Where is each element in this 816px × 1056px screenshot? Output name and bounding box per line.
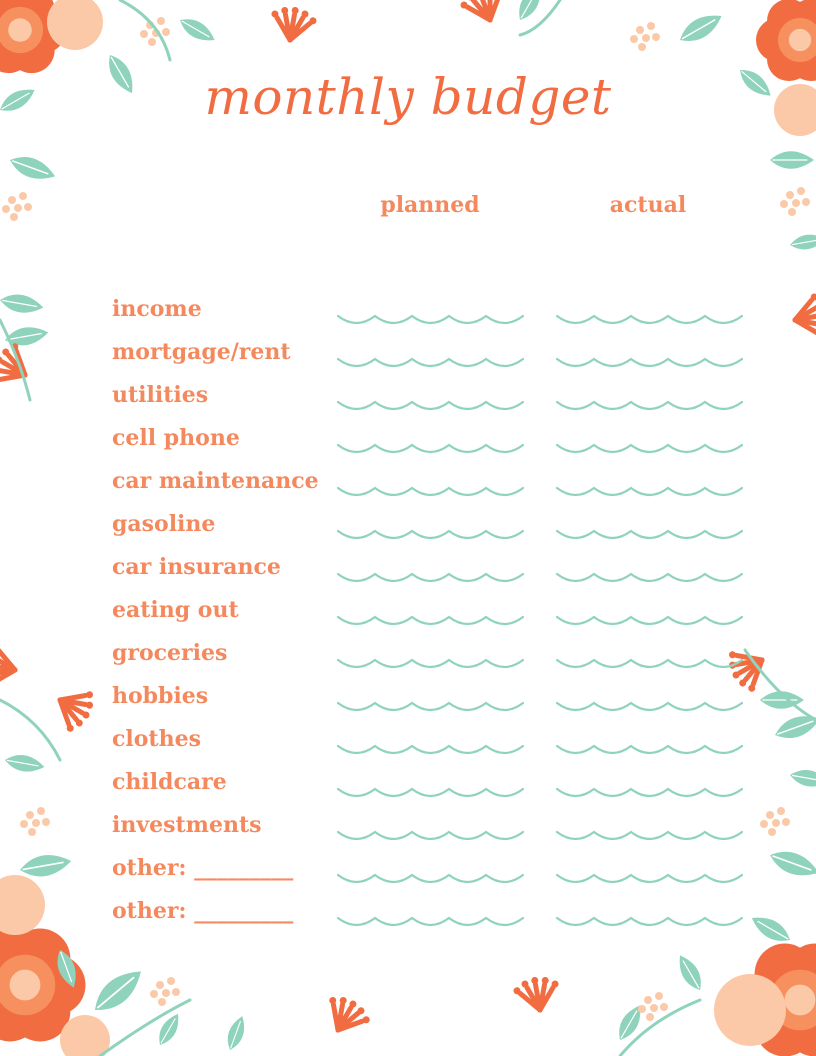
- leaf-icon: [223, 1014, 249, 1053]
- actual-entry-line[interactable]: [555, 656, 743, 672]
- budget-row: [0, 376, 816, 419]
- budget-row: [0, 290, 816, 333]
- planned-entry-line[interactable]: [336, 742, 524, 758]
- budget-row-label: investments: [112, 812, 262, 838]
- budget-row: [0, 591, 816, 634]
- actual-entry-line[interactable]: [555, 398, 743, 414]
- budget-row: [0, 333, 816, 376]
- leaf-icon: [675, 8, 726, 49]
- flower-icon: [268, 3, 319, 44]
- leaf-icon: [673, 951, 707, 994]
- budget-row-label: other: _________: [112, 898, 294, 924]
- leaf-icon: [770, 151, 814, 169]
- flower-bud-icon: [714, 974, 786, 1046]
- leaf-icon: [176, 13, 219, 47]
- actual-entry-line[interactable]: [555, 484, 743, 500]
- stem-line: [120, 0, 170, 60]
- budget-row: [0, 720, 816, 763]
- planned-entry-line[interactable]: [336, 484, 524, 500]
- planned-entry-line[interactable]: [336, 871, 524, 887]
- planned-column-header: planned: [380, 192, 480, 218]
- budget-row: [0, 892, 816, 935]
- budget-row-label: car maintenance: [112, 468, 319, 494]
- planned-entry-line[interactable]: [336, 656, 524, 672]
- page-title: monthly budget: [204, 68, 612, 126]
- budget-row: [0, 806, 816, 849]
- flower-icon: [318, 990, 374, 1042]
- actual-entry-line[interactable]: [555, 828, 743, 844]
- budget-row-label: utilities: [112, 382, 209, 408]
- actual-column-header: actual: [609, 192, 687, 218]
- budget-row-label: clothes: [112, 726, 201, 752]
- planned-entry-line[interactable]: [336, 699, 524, 715]
- budget-row: [0, 849, 816, 892]
- planned-entry-line[interactable]: [336, 613, 524, 629]
- actual-entry-line[interactable]: [555, 871, 743, 887]
- planned-entry-line[interactable]: [336, 441, 524, 457]
- planned-entry-line[interactable]: [336, 355, 524, 371]
- actual-entry-line[interactable]: [555, 699, 743, 715]
- budget-row: [0, 419, 816, 462]
- budget-row: [0, 677, 816, 720]
- budget-row-label: cell phone: [112, 425, 240, 451]
- budget-row-label: income: [112, 296, 202, 322]
- actual-entry-line[interactable]: [555, 312, 743, 328]
- actual-entry-line[interactable]: [555, 527, 743, 543]
- actual-entry-line[interactable]: [555, 613, 743, 629]
- leaf-icon: [87, 962, 148, 1019]
- budget-row-label: other: _________: [112, 855, 294, 881]
- planned-entry-line[interactable]: [336, 570, 524, 586]
- actual-entry-line[interactable]: [555, 785, 743, 801]
- flower-icon: [512, 973, 563, 1014]
- actual-entry-line[interactable]: [555, 355, 743, 371]
- actual-entry-line[interactable]: [555, 441, 743, 457]
- flower-icon: [457, 0, 511, 28]
- budget-row: [0, 634, 816, 677]
- planned-entry-line[interactable]: [336, 914, 524, 930]
- actual-entry-line[interactable]: [555, 570, 743, 586]
- berry-cluster-icon: [780, 187, 810, 216]
- leaf-icon: [7, 151, 59, 185]
- budget-row-label: mortgage/rent: [112, 339, 291, 365]
- berry-cluster-icon: [2, 192, 32, 221]
- berry-cluster-icon: [150, 977, 180, 1006]
- budget-row-label: eating out: [112, 597, 239, 623]
- budget-row-label: car insurance: [112, 554, 281, 580]
- budget-row: [0, 462, 816, 505]
- budget-row: [0, 763, 816, 806]
- berry-cluster-icon: [140, 17, 170, 46]
- budget-row-label: groceries: [112, 640, 228, 666]
- budget-row: [0, 548, 816, 591]
- planned-entry-line[interactable]: [336, 527, 524, 543]
- planned-entry-line[interactable]: [336, 828, 524, 844]
- budget-row-label: childcare: [112, 769, 227, 795]
- budget-row: [0, 505, 816, 548]
- actual-entry-line[interactable]: [555, 914, 743, 930]
- planned-entry-line[interactable]: [336, 785, 524, 801]
- budget-row-label: hobbies: [112, 683, 209, 709]
- planned-entry-line[interactable]: [336, 398, 524, 414]
- actual-entry-line[interactable]: [555, 742, 743, 758]
- berry-cluster-icon: [630, 22, 660, 51]
- leaf-icon: [789, 232, 816, 252]
- budget-row-label: gasoline: [112, 511, 216, 537]
- planned-entry-line[interactable]: [336, 312, 524, 328]
